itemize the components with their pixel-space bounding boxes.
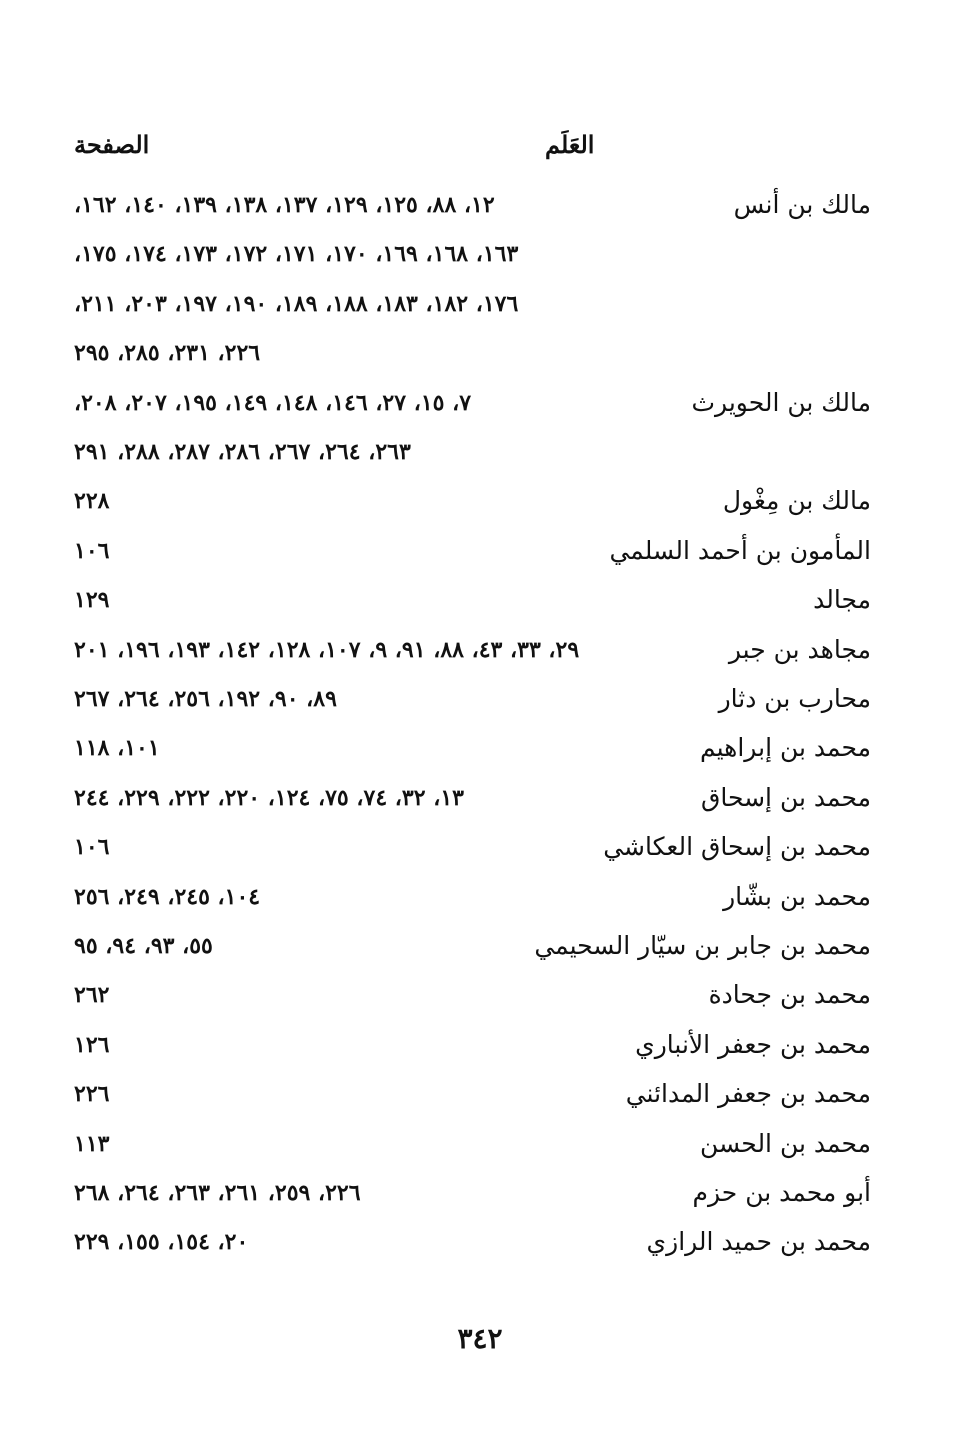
entry-page-references: ١٠٦	[74, 834, 110, 860]
entry-page-references: ٢٦٢	[74, 982, 110, 1008]
index-entry-row	[0, 827, 967, 871]
entry-page-references: ٢٢٦، ٢٥٩، ٢٦١، ٢٦٣، ٢٦٤، ٢٦٨	[74, 1180, 361, 1206]
entry-name: محمد بن جابر بن سيّار السحيمي	[534, 931, 871, 960]
entry-page-references: ١٢٩	[74, 587, 110, 613]
entry-name: مالك بن أنس	[733, 190, 871, 219]
entry-page-references: ٢٢٨	[74, 488, 110, 514]
entry-page-references: ٢٦٣، ٢٦٤، ٢٦٧، ٢٨٦، ٢٨٧، ٢٨٨، ٢٩١	[74, 439, 411, 465]
entry-page-references: ١٣، ٣٢، ٧٤، ٧٥، ١٢٤، ٢٢٠، ٢٢٢، ٢٢٩، ٢٤٤	[74, 785, 464, 811]
entry-name: محارب بن دثار	[718, 684, 871, 713]
index-entry-row	[0, 926, 967, 970]
index-entry-row	[0, 1222, 967, 1266]
entry-page-references: ١١٣	[74, 1131, 110, 1157]
index-entry-row	[0, 284, 967, 328]
index-entry-row	[0, 975, 967, 1019]
page-number: ٣٤٢	[457, 1322, 503, 1355]
entry-name: المأمون بن أحمد السلمي	[609, 536, 871, 565]
entry-page-references: ٢٢٦	[74, 1081, 110, 1107]
page-column-heading: الصفحة	[74, 130, 150, 159]
index-entry-row	[0, 531, 967, 575]
entry-page-references: ٧، ١٥، ٢٧، ١٤٦، ١٤٨، ١٤٩، ١٩٥، ٢٠٧، ٢٠٨،	[74, 390, 472, 416]
index-entry-row	[0, 1173, 967, 1217]
index-entry-row	[0, 1025, 967, 1069]
index-entry-row	[0, 679, 967, 723]
entry-page-references: ١٠٦	[74, 538, 110, 564]
index-entry-row	[0, 481, 967, 525]
entry-page-references: ٥٥، ٩٣، ٩٤، ٩٥	[74, 933, 213, 959]
index-entry-row	[0, 728, 967, 772]
name-column-heading: العَلَم	[545, 130, 595, 159]
entry-name: محمد بن بشّار	[723, 882, 871, 911]
entry-name: محمد بن جعفر المدائني	[625, 1079, 871, 1108]
entry-name: مجالد	[813, 585, 871, 614]
entry-name: مجاهد بن جبر	[728, 635, 871, 664]
entry-page-references: ٢٠، ١٥٤، ١٥٥، ٢٢٩	[74, 1229, 249, 1255]
entry-page-references: ١٠٤، ٢٤٥، ٢٤٩، ٢٥٦	[74, 884, 261, 910]
index-entry-row	[0, 630, 967, 674]
index-entry-row	[0, 185, 967, 229]
index-entry-row	[0, 333, 967, 377]
entry-name: محمد بن إبراهيم	[700, 733, 871, 762]
entry-page-references: ٨٩، ٩٠، ١٩٢، ٢٥٦، ٢٦٤، ٢٦٧	[74, 686, 337, 712]
entry-name: مالك بن الحويرث	[691, 388, 871, 417]
entry-page-references: ١٧٦، ١٨٢، ١٨٣، ١٨٨، ١٨٩، ١٩٠، ١٩٧، ٢٠٣، ٢١١،	[74, 291, 519, 317]
entry-page-references: ٢٩، ٣٣، ٤٣، ٨٨، ٩١، ٩، ١٠٧، ١٢٨، ١٤٢، ١٩٣، ١٩٦، ٢٠١	[74, 637, 580, 663]
entry-name: أبو محمد بن حزم	[692, 1178, 871, 1207]
entry-page-references: ١٠١، ١١٨	[74, 735, 160, 761]
index-entry-row	[0, 432, 967, 476]
index-entry-row	[0, 1074, 967, 1118]
entry-name: محمد بن حميد الرازي	[646, 1227, 871, 1256]
entry-page-references: ١٦٣، ١٦٨، ١٦٩، ١٧٠، ١٧١، ١٧٢، ١٧٣، ١٧٤، ١٧٥،	[74, 241, 519, 267]
entry-name: محمد بن إسحاق العكاشي	[603, 832, 871, 861]
index-entry-row	[0, 877, 967, 921]
index-entry-row	[0, 580, 967, 624]
entry-name: محمد بن الحسن	[699, 1129, 871, 1158]
entry-page-references: ٢٢٦، ٢٣١، ٢٨٥، ٢٩٥	[74, 340, 261, 366]
index-entry-row	[0, 234, 967, 278]
entry-page-references: ١٢، ٨٨، ١٢٥، ١٢٩، ١٣٧، ١٣٨، ١٣٩، ١٤٠، ١٦٢،	[74, 192, 495, 218]
index-entry-row	[0, 1124, 967, 1168]
entry-name: محمد بن إسحاق	[700, 783, 871, 812]
entry-page-references: ١٢٦	[74, 1032, 110, 1058]
entry-name: محمد بن جحادة	[708, 980, 871, 1009]
entry-name: مالك بن مِغْول	[722, 486, 871, 515]
index-entry-row	[0, 778, 967, 822]
entry-name: محمد بن جعفر الأنباري	[635, 1030, 871, 1059]
index-entry-row	[0, 383, 967, 427]
